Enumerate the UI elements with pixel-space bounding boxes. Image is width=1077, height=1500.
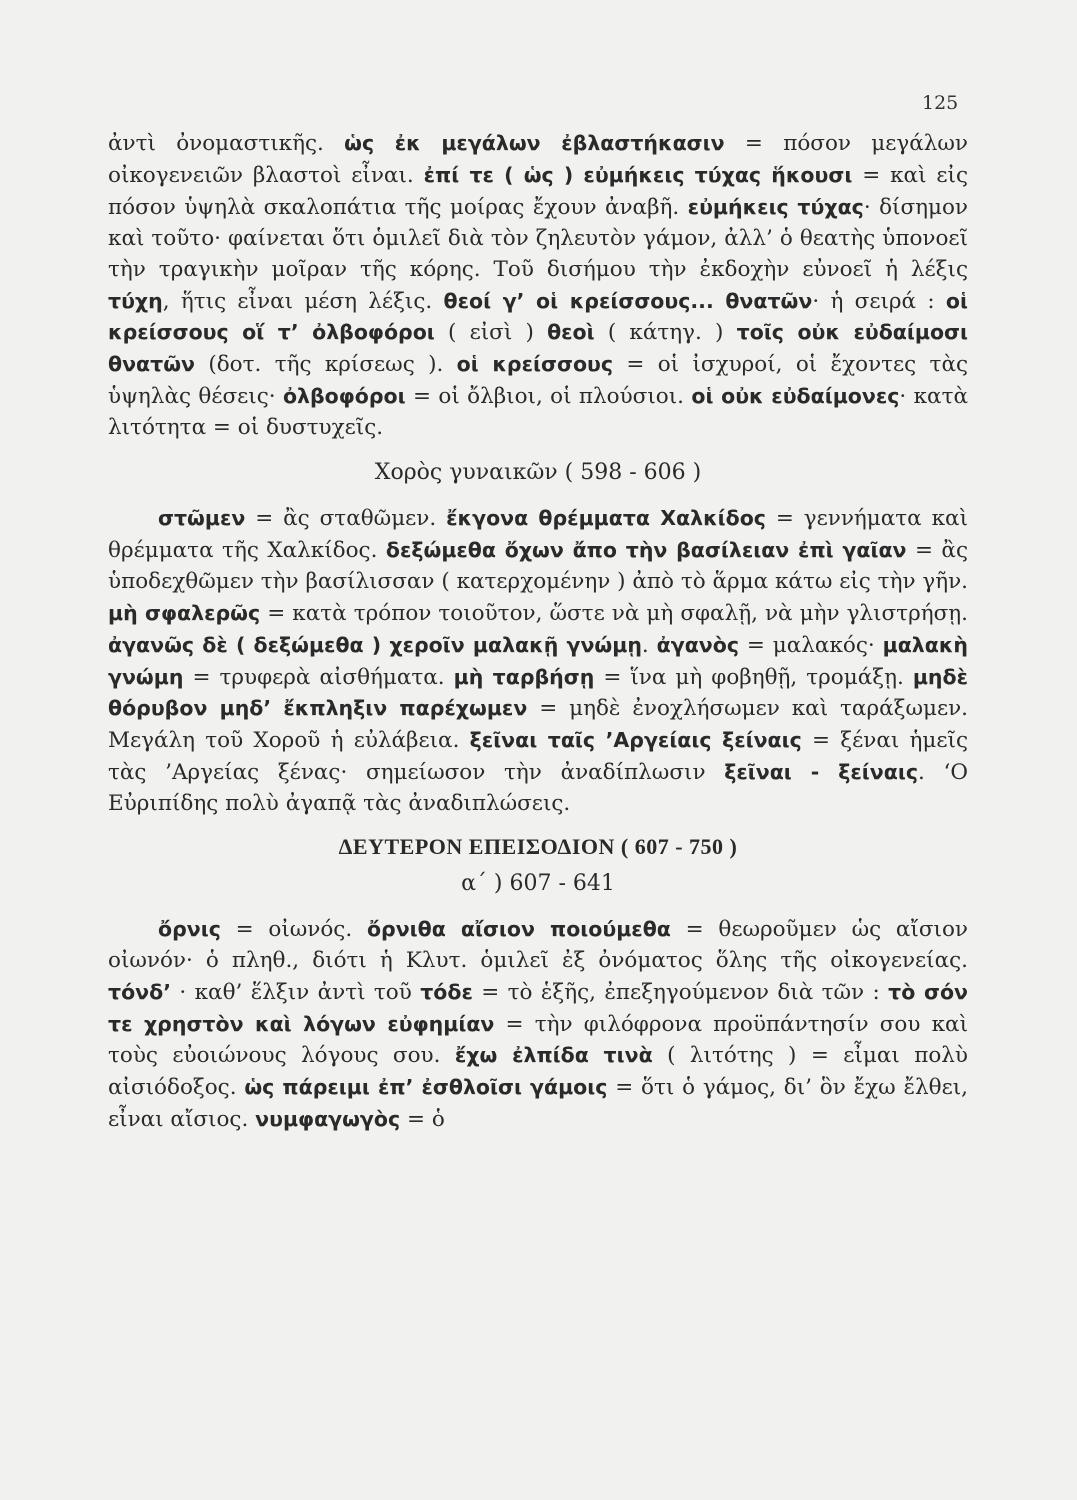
gloss-text: = ὁ <box>400 1107 445 1133</box>
lemma-term: θεοὶ <box>547 320 595 345</box>
gloss-text: = μαλακός· <box>739 632 883 658</box>
lemma-term: τὸ σόν τε χρηστὸν καὶ λόγων εὐφημίαν <box>108 979 969 1036</box>
lemma-term: ξεῖναι - ξείναις <box>724 760 918 785</box>
lemma-term: ἔκγονα θρέμματα Χαλκίδος <box>446 505 766 530</box>
lemma-term: ὄρνις <box>158 916 221 941</box>
gloss-text: · δίσημον καὶ τοῦτο· φαίνεται ὅτι ὁμιλεῖ διὰ τὸν ζηλευτὸν γάμον, ἀλλ’ ὁ θεατὴς ὑπονοεῖ τὴν τραγικὴν μοῖραν τῆς κόρης. Τοῦ δισήμου τὴν ἐκδοχὴν εὐνοεῖ ἡ λέξις <box>108 194 969 282</box>
gloss-text: = οἰωνός. <box>220 916 367 942</box>
gloss-text: = τρυφερὰ αἰσθήματα. <box>183 664 454 690</box>
page-number: 125 <box>922 92 959 114</box>
lemma-term: ὀλβοφόροι <box>282 384 406 409</box>
lemma-term: οἱ κρείσσους οἵ τ’ ὀλβοφόροι <box>108 288 968 345</box>
gloss-text: = τὸ ἑξῆς, ἐπεξηγούμενον διὰ τῶν : <box>472 979 889 1005</box>
lemma-term: ἐπί τε ( ὡς ) εὐμήκεις τύχας ἥκουσι <box>423 162 853 187</box>
gloss-text: · καθ’ ἕλξιν ἀντὶ τοῦ <box>171 979 421 1005</box>
gloss-text: = πόσον μεγάλων οἰκογενειῶν βλαστοὶ εἶναι. <box>108 131 968 188</box>
lemma-term: νυμφαγωγὸς <box>255 1107 401 1132</box>
lemma-term: τύχη <box>108 288 163 313</box>
lemma-term: τόνδ’ <box>108 979 172 1004</box>
gloss-text: . <box>641 632 657 658</box>
gloss-text: = ξέναι ἡμεῖς τὰς ’Αργείας ξένας· σημείωσον τὴν ἀναδίπλωσιν <box>108 728 969 786</box>
gloss-text: ( κάτηγ. ) <box>594 320 737 346</box>
gloss-text: = ἂς σταθῶμεν. <box>245 505 447 531</box>
lemma-term: ἀγανῶς δὲ ( δεξώμεθα ) χεροῖν μαλακῇ γνώμῃ <box>108 632 642 657</box>
lemma-term: μὴ σφαλερῶς <box>108 600 261 625</box>
gloss-text: = ἂς ὑποδεχθῶμεν τὴν βασίλισσαν ( κατερχομένην ) ἀπὸ τὸ ἅρμα κάτω εἰς τὴν γῆν. <box>108 537 968 594</box>
gloss-text: = τὴν φιλόφρονα προϋπάντησίν σου καὶ τοὺς εὐοιώνους λόγους σου. <box>108 1011 968 1069</box>
lemma-term: οἱ οὐκ εὐδαίμονες <box>691 384 900 409</box>
subsection-heading-lines: α΄ ) 607 - 641 <box>461 870 615 896</box>
lemma-term: μαλακὴ γνώμη <box>108 632 968 689</box>
lemma-term: τόδε <box>420 979 473 1004</box>
lemma-term: μηδὲ θόρυβον μηδ’ ἔκπληξιν παρέχωμεν <box>108 664 968 721</box>
gloss-text: = ἵνα μὴ φοβηθῇ, τρομάξῃ. <box>594 664 913 690</box>
lemma-term: ὡς ἐκ μεγάλων ἐβλαστήκασιν <box>344 131 725 155</box>
lemma-term: ὄρνιθα αἴσιον ποιούμεθα <box>366 916 671 941</box>
section-heading-chorus: Χορὸς γυναικῶν ( 598 - 606 ) <box>374 460 702 486</box>
lemma-term: οἱ κρείσσους <box>456 352 614 377</box>
gloss-text: . ‘Ο Εὐριπίδης πολὺ ἀγαπᾷ τὰς ἀναδιπλώσεις. <box>108 760 968 817</box>
gloss-text: · κατὰ λιτότητα = οἱ δυστυχεῖς. <box>108 384 968 441</box>
gloss-text: ἀντὶ ὀνομαστικῆς. <box>108 131 345 156</box>
gloss-text: = οἱ ἰσχυροί, οἱ ἔχοντες τὰς ὑψηλὰς θέσεις· <box>108 352 969 410</box>
lemma-term: ἀγανὸς <box>656 632 739 657</box>
lemma-term: ὡς πάρειμι ἐπ’ ἐσθλοῖσι γάμοις <box>244 1075 608 1100</box>
lemma-term: μὴ ταρβήσῃ <box>453 664 595 689</box>
lemma-term: ἔχω ἐλπίδα τινὰ <box>454 1043 653 1068</box>
gloss-text: ( εἰσὶ ) <box>434 320 548 346</box>
lemma-term: δεξώμεθα ὄχων ἄπο τὴν βασίλειαν ἐπὶ γαῖαν <box>385 537 907 562</box>
paragraph-commentary-3 <box>108 914 968 1136</box>
gloss-text: ( λιτότης ) = εἶμαι πολὺ αἰσιόδοξος. <box>108 1043 968 1101</box>
gloss-text: , ἥτις εἶναι μέση λέξις. <box>162 288 444 314</box>
gloss-text: = θεωροῦμεν ὡς αἴσιον οἰωνόν· ὁ πληθ., διότι ἡ Κλυτ. ὁμιλεῖ ἐξ ὀνόματος ὅλης τῆς οἰκογενείας. <box>108 916 968 973</box>
gloss-text: (δοτ. τῆς κρίσεως ). <box>195 352 457 378</box>
lemma-term: θεοί γ’ οἱ κρείσσους... θνατῶν <box>443 288 813 313</box>
lemma-term: τοῖς οὐκ εὐδαίμοσι θνατῶν <box>108 320 968 377</box>
lemma-term: εὐμήκεις τύχας <box>687 194 864 219</box>
paragraph-commentary-1 <box>108 128 968 444</box>
gloss-text: = κατὰ τρόπον τοιοῦτον, ὥστε νὰ μὴ σφαλῇ, νὰ μὴν γλιστρήσῃ. <box>260 600 968 626</box>
gloss-text: = γεννήματα καὶ θρέμματα τῆς Χαλκίδος. <box>108 505 968 563</box>
lemma-term: στῶμεν <box>158 505 246 530</box>
paragraph-commentary-2 <box>108 503 968 820</box>
gloss-text: = καὶ εἰς πόσον ὑψηλὰ σκαλοπάτια τῆς μοίρας ἔχουν ἀναβῆ. <box>108 162 969 220</box>
lemma-term: ξεῖναι ταῖς ’Αργείαις ξείναις <box>469 728 802 753</box>
gloss-text: · ἡ σειρά : <box>812 288 946 314</box>
gloss-text: = ὅτι ὁ γάμος, δι’ ὃν ἔχω ἔλθει, εἶναι αἴσιος. <box>108 1075 968 1133</box>
commentary-body <box>108 128 968 1136</box>
gloss-text: = οἱ ὄλβιοι, οἱ πλούσιοι. <box>405 384 692 410</box>
gloss-text: = μηδὲ ἐνοχλήσωμεν καὶ ταράξωμεν. Μεγάλη τοῦ Χοροῦ ἡ εὐλάβεια. <box>108 696 968 754</box>
section-heading-episode: ΔΕΥΤΕΡΟΝ ΕΠΕΙΣΟΔΙΟΝ ( 607 - 750 ) <box>338 834 738 860</box>
